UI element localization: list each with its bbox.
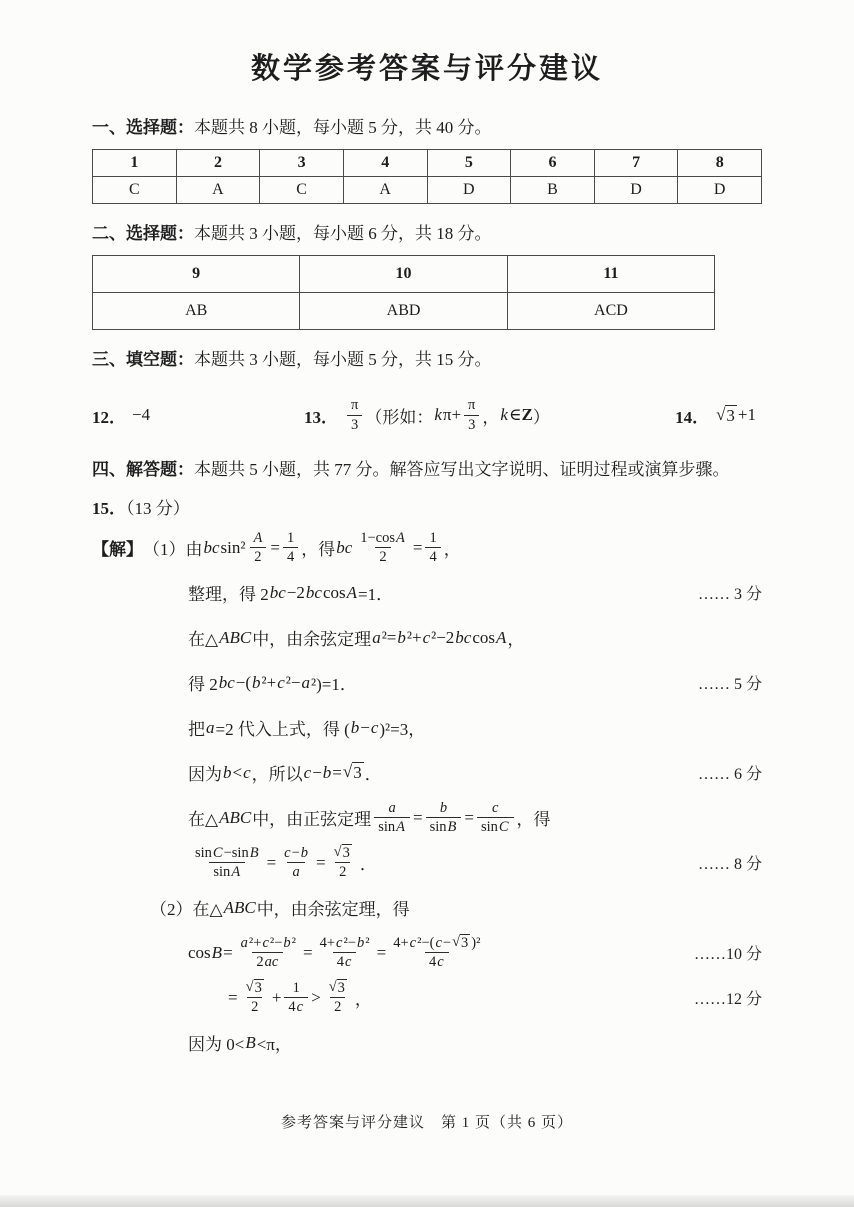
fraction-numerator: π: [468, 397, 476, 414]
fraction: [374, 799, 410, 836]
answer-cell: ABD: [300, 293, 507, 330]
fraction-numerator: 1−cos A: [360, 529, 405, 546]
sqrt-symbol: √: [452, 934, 461, 951]
solution-line: [92, 660, 762, 705]
fraction-denominator: 3: [347, 415, 362, 434]
question-15-number: 15．: [92, 499, 126, 518]
math-variable: b: [223, 762, 232, 782]
fraction-denominator: 2: [330, 997, 345, 1016]
math-variable: c: [437, 954, 444, 970]
sqrt-radicand: 3: [461, 935, 469, 952]
fraction-denominator: 4 c: [333, 952, 357, 971]
sqrt-radicand: 3: [254, 980, 262, 997]
fraction-denominator: sin B: [426, 817, 462, 836]
math-variable: ABC: [223, 897, 256, 917]
sqrt-radical: [329, 979, 347, 997]
math-variable: k: [434, 405, 442, 424]
math-variable: a: [372, 627, 381, 647]
fraction-numerator: 1: [292, 979, 300, 996]
fraction-denominator: 4: [425, 547, 440, 566]
sqrt-radical: [343, 762, 364, 783]
solution-line-content: 在△ ABC 中，由正弦定理 a sin A = b sin B = c sin C ，得: [188, 799, 551, 835]
fraction: [284, 979, 308, 1016]
math-variable: b: [350, 717, 360, 737]
solution-line: [92, 795, 762, 840]
section1-label: 一、选择题：: [92, 118, 194, 137]
math-variable: A: [346, 582, 357, 602]
solution-line-content: 整理，得 2 bc −2 bc cos A =1．: [188, 582, 394, 604]
math-variable: b: [252, 672, 261, 692]
fraction: [324, 979, 352, 1016]
fraction: [426, 799, 462, 836]
answer-cell: C: [93, 177, 177, 204]
answer-cell: D: [427, 177, 511, 204]
fraction-numerator: a ²+ c ²− b ²: [240, 934, 297, 951]
question-number-cell: 8: [678, 150, 762, 177]
solution-line: [92, 1020, 762, 1065]
sqrt-symbol: √: [333, 844, 342, 861]
section3-label: 三、填空题：: [92, 350, 194, 369]
fraction-denominator: 2: [247, 997, 262, 1016]
fraction-denominator: sin A: [374, 817, 410, 836]
score-mark: ……12 分: [693, 991, 762, 1008]
answer-cell: ACD: [507, 293, 714, 330]
fraction-numerator: [241, 979, 269, 997]
section4-text: 本题共 5 小题，共 77 分。解答应写出文字说明、证明过程或演算步骤。: [194, 460, 730, 479]
math-variable: b: [283, 934, 291, 951]
math-variable: a: [301, 672, 310, 692]
choice-answers-table-1: [92, 149, 762, 204]
math-variable: a: [388, 799, 396, 816]
question-number-cell: 10: [300, 256, 507, 293]
table-header-row: [93, 256, 715, 293]
fraction: [356, 529, 410, 566]
fraction-denominator: 2: [375, 547, 390, 566]
solution-line-content: 得 2 bc −( b ²+ c ²− a ²)=1．: [188, 672, 357, 694]
sqrt-radicand: 3: [337, 980, 345, 997]
sqrt-radicand: 3: [353, 763, 362, 783]
math-variable: c: [370, 717, 379, 737]
math-variable: c: [277, 672, 285, 692]
solution-line: [92, 975, 762, 1020]
solution-line-content: sin C −sin B sin A = c − b a = √ 3 2 ．: [92, 843, 377, 882]
solution-line: [92, 930, 762, 975]
choice-answers-table-2: [92, 255, 715, 330]
math-variable: A: [231, 864, 241, 880]
math-variable: a: [206, 717, 215, 737]
page-title: 数学参考答案与评分建议: [250, 53, 603, 85]
fraction-numerator: [248, 529, 267, 547]
math-variable: bc: [305, 582, 322, 602]
fraction: [248, 529, 267, 566]
score-mark: …… 8 分: [697, 856, 762, 873]
fraction: [464, 396, 479, 433]
fraction-denominator: sin A: [209, 862, 245, 881]
math-variable: bc: [218, 672, 235, 692]
solution-line: [92, 615, 762, 660]
fill-in-answers-row: [92, 390, 762, 440]
section2-text: 本题共 3 小题，每小题 6 分，共 18 分。: [194, 224, 492, 243]
section3-text: 本题共 3 小题，每小题 5 分，共 15 分。: [194, 350, 492, 369]
fraction-denominator: 2 ac: [252, 952, 283, 971]
math-variable: c: [336, 934, 343, 951]
fraction: [279, 844, 313, 881]
solution-line-content: 【解】 （1）由 bc sin² $\frac{A}{2}$ = $\frac{1}{4}$ ，得 bc 1−cos A 2 = $\frac{1}{4}$ ，: [92, 529, 461, 565]
fraction-numerator: π: [351, 397, 359, 414]
solution-line: [92, 750, 762, 795]
math-variable: bc: [269, 582, 286, 602]
section1-heading: [92, 113, 762, 138]
solution-line-content: 因为 b < c ，所以 c − b = √ 3 ．: [188, 762, 382, 784]
sqrt-radical: [246, 979, 264, 997]
fraction: [329, 844, 357, 881]
math-variable: ABC: [219, 627, 252, 647]
section2-heading: [92, 219, 762, 244]
math-variable: b: [300, 844, 309, 861]
question-number-cell: 2: [176, 150, 260, 177]
fraction-denominator: 2: [335, 862, 350, 881]
math-variable: b: [397, 627, 406, 647]
math-variable: C: [212, 844, 223, 861]
section4-heading: [92, 455, 762, 480]
math-variable: a: [292, 864, 300, 880]
fill-answer-value: √ 3 +1: [716, 404, 756, 425]
math-variable: bc: [203, 537, 220, 557]
fraction-denominator: 3: [464, 415, 479, 434]
question-15-points: （13 分）: [126, 499, 190, 518]
fraction-numerator: 1: [429, 529, 437, 546]
math-variable: c: [345, 954, 352, 970]
section3-heading: [92, 345, 762, 370]
question-number-cell: 3: [260, 150, 344, 177]
question-15-heading: [92, 494, 762, 519]
math-variable: c: [296, 999, 304, 1015]
question-number-cell: 4: [343, 150, 427, 177]
solution-line-content: cos B = a ²+ c ²− b ² 2 ac = 4+ c ²− b ² 4 c = 4+ c ²−( c − √ 3 )² 4 c: [92, 933, 487, 972]
math-variable: c: [492, 799, 499, 816]
solution-line-content: （2）在△ ABC 中，由余弦定理，得: [150, 897, 410, 919]
fill-answer-item: [675, 403, 762, 428]
math-variable: bc: [336, 537, 353, 557]
math-variable: A: [396, 819, 405, 835]
sqrt-radicand: 3: [342, 845, 350, 862]
sqrt-radical: [452, 934, 470, 952]
sqrt-radicand: 3: [726, 405, 735, 425]
fraction: [191, 844, 264, 881]
scan-bottom-edge: [0, 1195, 854, 1207]
math-variable: A: [496, 627, 507, 647]
sqrt-radical: [334, 844, 352, 862]
answer-cell: B: [511, 177, 595, 204]
fraction-denominator: 4 c: [284, 997, 308, 1016]
score-mark: …… 3 分: [697, 586, 762, 603]
fraction-numerator: [324, 979, 352, 997]
solution-line: [92, 885, 762, 930]
math-variable: B: [249, 844, 259, 861]
table-answer-row: [93, 177, 762, 204]
sqrt-symbol: √: [342, 762, 353, 782]
math-variable: B: [245, 1032, 256, 1052]
math-variable: c: [435, 934, 442, 951]
fill-answer-value: −4: [132, 405, 151, 424]
sqrt-radical: [716, 405, 737, 426]
math-variable: b: [357, 934, 365, 951]
math-variable: b: [322, 762, 332, 782]
fraction-denominator: sin C: [477, 817, 514, 836]
fraction-denominator: 4: [283, 547, 298, 566]
fraction-numerator: [329, 844, 357, 862]
fill-answer-number: 14．: [675, 407, 710, 427]
question-number-cell: 1: [93, 150, 177, 177]
fraction-numerator: [383, 799, 400, 817]
math-variable: ABC: [219, 807, 252, 827]
solution-line-content: 因为 0< B <π，: [188, 1032, 292, 1054]
math-variable: c: [422, 627, 431, 647]
question-number-cell: 9: [93, 256, 300, 293]
math-variable: bc: [455, 627, 472, 647]
answer-cell: C: [260, 177, 344, 204]
score-mark: …… 5 分: [697, 676, 762, 693]
solution-line: [92, 705, 762, 750]
fraction-numerator: [487, 799, 503, 817]
math-variable: c: [409, 934, 417, 951]
fraction: [241, 979, 269, 1016]
math-variable: A: [396, 529, 405, 546]
fraction: [283, 529, 298, 566]
sqrt-symbol: √: [716, 404, 726, 424]
math-variable: ac: [264, 954, 279, 970]
answer-cell: D: [678, 177, 762, 204]
fraction-denominator: 4 c: [425, 952, 449, 971]
math-variable: B: [211, 942, 223, 962]
fraction-denominator: [287, 862, 304, 881]
fraction: [236, 934, 300, 971]
fill-answer-number: 13．: [304, 407, 338, 427]
bold-text: Z: [521, 405, 533, 424]
solution-line: [92, 840, 762, 885]
answer-cell: AB: [93, 293, 300, 330]
question-number-cell: 7: [594, 150, 678, 177]
score-mark: ……10 分: [693, 946, 762, 963]
fraction-numerator: sin C −sin B: [195, 844, 259, 861]
solution-line-content: = √ 3 2 + 1 4 c > √ 3 2 ，: [228, 979, 372, 1015]
solution-line-content: 把 a =2 代入上式，得 ( b − c )²=3，: [188, 717, 426, 739]
math-variable: c: [243, 762, 251, 782]
solution-line-content: 在△ ABC 中，由余弦定理 a ²= b ²+ c ²−2 bc cos A ，: [188, 627, 525, 649]
section1-text: 本题共 8 小题，每小题 5 分，共 40 分。: [194, 118, 492, 137]
solution-question-15: [92, 525, 762, 1065]
section4-label: 四、解答题：: [92, 460, 194, 479]
math-variable: B: [447, 819, 457, 835]
question-number-cell: 5: [427, 150, 511, 177]
fill-answer-number: 12．: [92, 407, 126, 427]
fraction-numerator: 4+ c ²− b ²: [319, 934, 370, 951]
score-mark: …… 6 分: [697, 766, 762, 783]
fill-answer-item: [304, 395, 675, 434]
solution-line: [92, 570, 762, 615]
table-answer-row: [93, 293, 715, 330]
fill-answer-item: [92, 403, 304, 428]
solution-line: [92, 525, 762, 570]
fraction-numerator: c − b: [284, 844, 309, 861]
sqrt-symbol: √: [328, 979, 337, 996]
math-variable: b: [439, 799, 448, 816]
bold-text: 【解】: [92, 540, 143, 559]
fraction: [477, 799, 514, 836]
answer-cell: D: [594, 177, 678, 204]
math-variable: c: [303, 762, 312, 782]
math-variable: A: [253, 529, 263, 546]
fill-answer-value: $\frac{\pi}{3}$ （形如： k π+ $\frac{\pi}{3}$ ， k ∈ Z ）: [344, 395, 550, 434]
math-variable: C: [498, 819, 509, 835]
section2-label: 二、选择题：: [92, 224, 194, 243]
question-number-cell: 11: [507, 256, 714, 293]
answer-cell: A: [343, 177, 427, 204]
fraction-numerator: 1: [286, 529, 295, 546]
answer-cell: A: [176, 177, 260, 204]
math-variable: c: [284, 844, 291, 861]
sqrt-symbol: √: [245, 979, 254, 996]
page-footer: 参考答案与评分建议 第 1 页（共 6 页）: [280, 1115, 573, 1131]
question-number-cell: 6: [511, 150, 595, 177]
math-variable: k: [500, 405, 508, 424]
fraction-numerator: [435, 799, 452, 817]
math-variable: c: [262, 934, 269, 951]
fraction: [316, 934, 374, 971]
fraction: [389, 934, 484, 971]
table-header-row: [93, 150, 762, 177]
math-variable: a: [240, 934, 248, 951]
fraction: [425, 529, 440, 566]
fraction: [347, 396, 362, 433]
fraction-denominator: 2: [250, 547, 265, 566]
fraction-numerator: 4+ c ²−( c − √ 3 )²: [393, 934, 481, 952]
